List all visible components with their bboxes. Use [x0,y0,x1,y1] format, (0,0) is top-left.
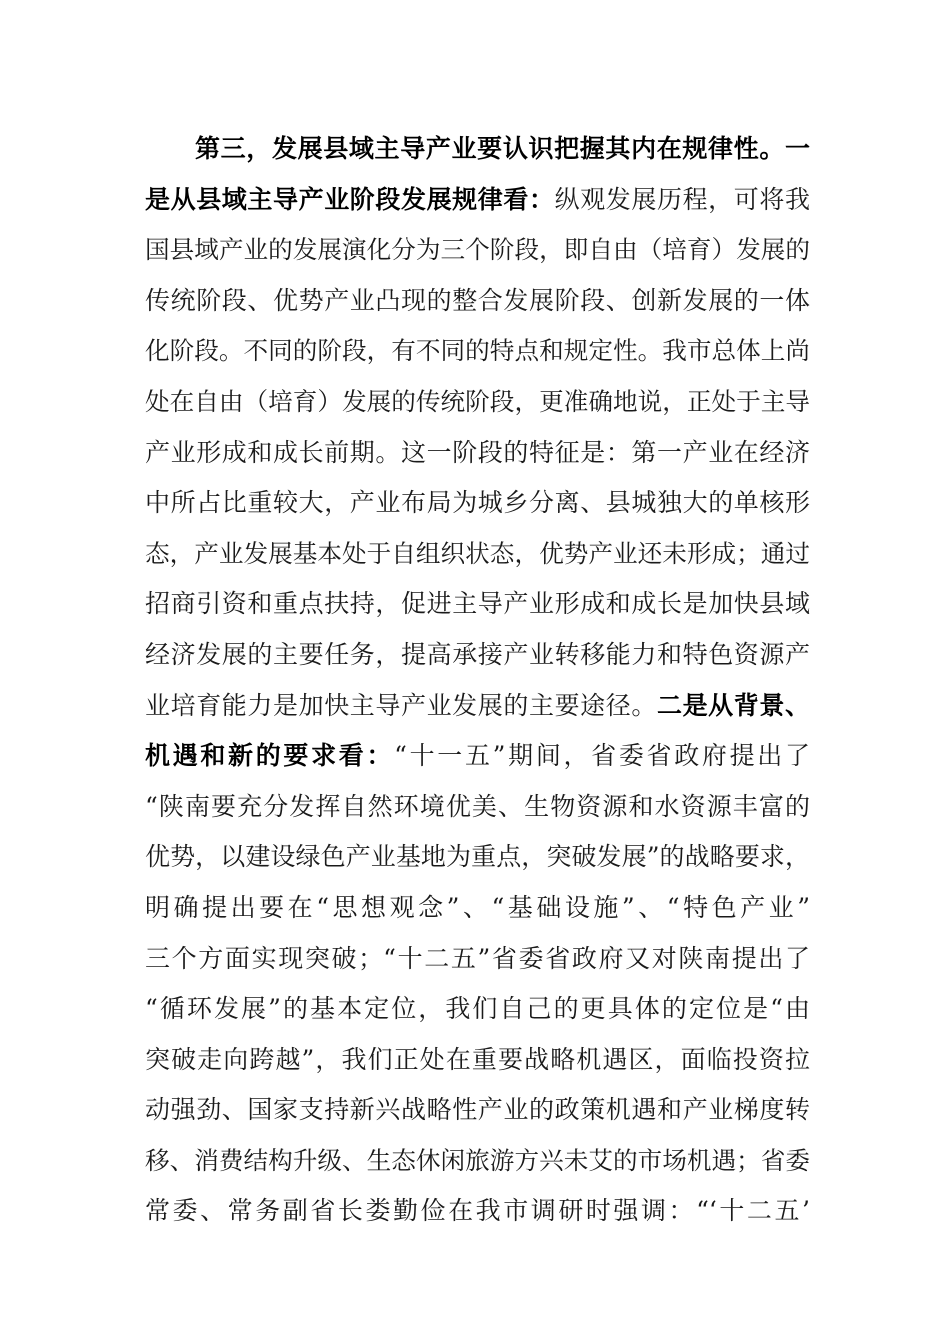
text-line [145,984,810,1035]
text-line [145,478,810,529]
text-segment: 业培育能力是加快主导产业发展的主要途径。 [145,690,657,720]
bold-phrase: 机遇和新的要求看： [145,741,395,771]
text-segment: “十一五”期间，省委省政府提出了 [394,741,810,771]
text-segment: 三个方面实现突破；“十二五”省委省政府又对陕南提出了 [145,943,810,973]
text-segment: “循环发展”的基本定位，我们自己的更具体的定位是“由 [145,994,810,1024]
text-segment: 纵观发展历程，可将我 [554,184,810,214]
text-segment: 化阶段。不同的阶段，有不同的特点和规定性。我市总体上尚 [145,336,810,366]
text-segment: 产业形成和成长前期。这一阶段的特征是：第一产业在经济 [145,437,810,467]
text-line [145,832,810,883]
text-segment: 处在自由（培育）发展的传统阶段，更准确地说，正处于主导 [145,386,810,416]
text-line [145,1186,810,1237]
text-line [145,225,810,276]
text-line [145,1085,810,1136]
text-line [145,377,810,428]
text-line [145,934,810,985]
text-line [145,681,810,732]
text-segment: 常委、常务副省长娄勤俭在我市调研时强调：“‘十二五’ [145,1196,810,1226]
text-line [145,428,810,479]
text-line [145,175,810,226]
text-line [145,731,810,782]
text-line [145,883,810,934]
bold-phrase: 是从县域主导产业阶段发展规律看： [145,184,555,214]
text-segment: 优势，以建设绿色产业基地为重点，突破发展”的战略要求， [145,842,810,872]
text-segment: 动强劲、国家支持新兴战略性产业的政策机遇和产业梯度转 [145,1095,810,1125]
text-segment: 招商引资和重点扶持，促进主导产业形成和成长是加快县域 [145,589,810,619]
text-segment: 中所占比重较大，产业布局为城乡分离、县城独大的单核形 [145,488,810,518]
text-segment: 经济发展的主要任务，提高承接产业转移能力和特色资源产 [145,639,810,669]
text-line [145,630,810,681]
text-segment: 移、消费结构升级、生态休闲旅游方兴未艾的市场机遇；省委 [145,1145,810,1175]
text-line [145,276,810,327]
text-line [145,529,810,580]
text-line [145,124,810,175]
text-segment: 明确提出要在“思想观念”、“基础设施”、“特色产业” [145,892,810,922]
text-segment: “陕南要充分发挥自然环境优美、生物资源和水资源丰富的 [145,791,810,821]
text-segment: 态，产业发展基本处于自组织状态，优势产业还未形成；通过 [145,538,810,568]
text-line [145,1136,810,1187]
bold-phrase: 第三，发展县域主导产业要认识把握其内在规律性。一 [195,134,810,163]
text-segment: 国县域产业的发展演化分为三个阶段，即自由（培育）发展的 [145,235,810,265]
text-segment: 传统阶段、优势产业凸现的整合发展阶段、创新发展的一体 [145,285,810,315]
text-line [145,1035,810,1086]
text-line [145,782,810,833]
text-segment: 突破走向跨越”，我们正处在重要战略机遇区，面临投资拉 [145,1044,810,1074]
text-line [145,326,810,377]
paragraph-body [145,124,810,1237]
text-line [145,579,810,630]
bold-phrase: 二是从背景、 [656,690,810,720]
